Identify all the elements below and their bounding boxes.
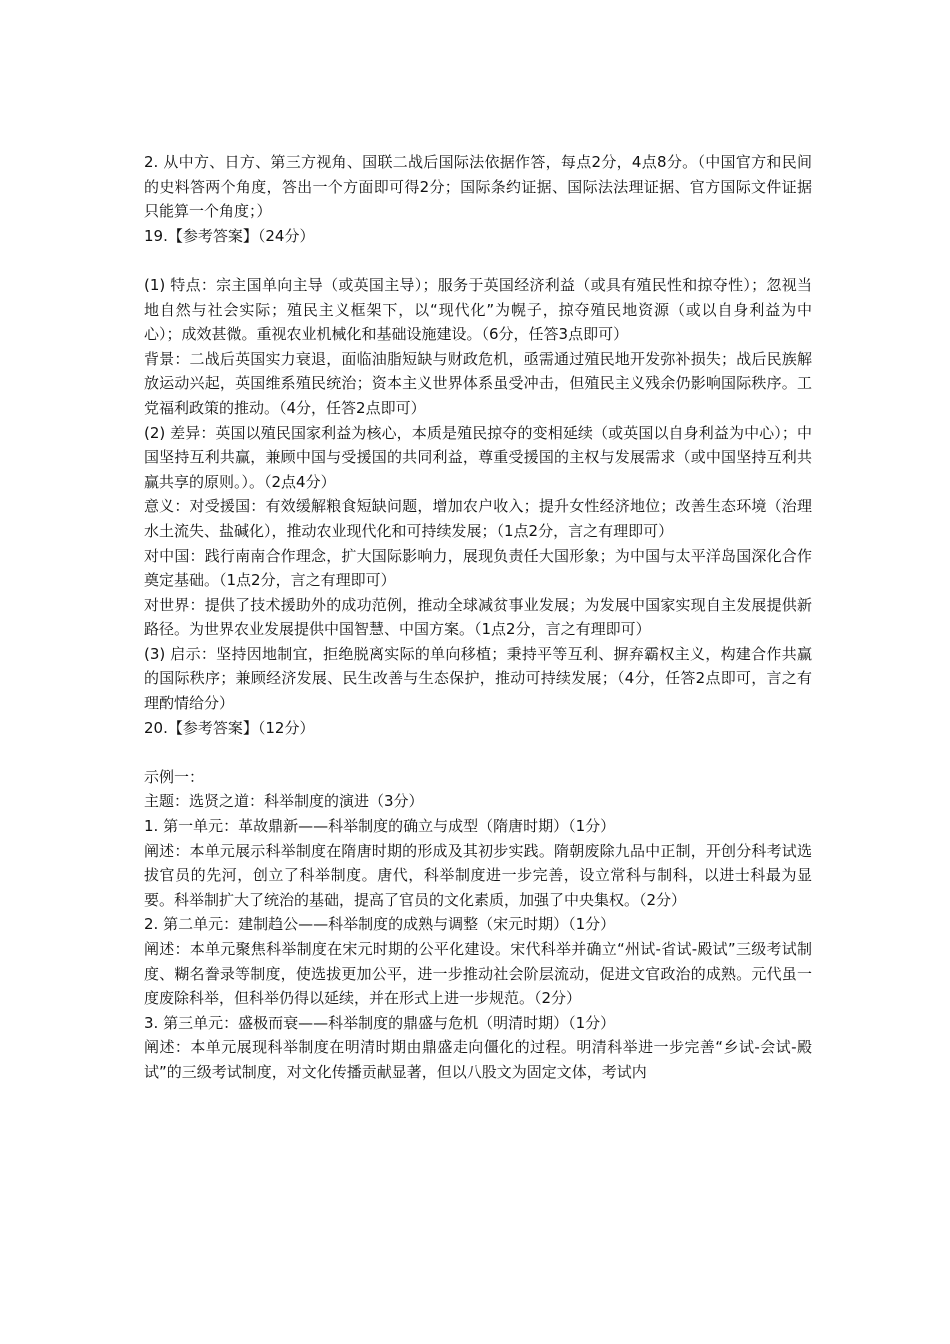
unit-1-description: 阐述：本单元展示科举制度在隋唐时期的形成及其初步实践。隋朝废除九品中正制，开创分科考试选拔官员的先河，创立了科举制度。唐代，科举制度进一步完善，设立常科与制科，以进士科最为显要。科举制扩大了统治的基础，提高了官员的文化素质，加强了中央集权。（2分） [144,841,812,909]
blank-line [144,248,812,273]
theme-line: 主题：选贤之道：科举制度的演进（3分） [144,792,424,811]
unit-2-description: 阐述：本单元聚焦科举制度在宋元时期的公平化建设。宋代科举并确立“州试-省试-殿试”三级考试制度、糊名誊录等制度，使选拔更加公平，进一步推动社会阶层流动，促进文官政治的成熟。元代虽一度废除科举，但科举仍得以延续，并在形式上进一步规范。（2分） [144,940,812,1008]
answer-q19-part1-background: 背景：二战后英国实力衰退，面临油脂短缺与财政危机，亟需通过殖民地开发弥补损失；战后民族解放运动兴起，英国维系殖民统治；资本主义世界体系虽受冲击，但殖民主义残余仍影响国际秩序。工党福利政策的推动。（4分，任答2点即可） [144,349,812,417]
unit-3-description: 阐述：本单元展现科举制度在明清时期由鼎盛走向僵化的过程。明清科举进一步完善“乡试-会试-殿试”的三级考试制度，对文化传播贡献显著，但以八股文为固定文体，考试内 [144,1038,812,1081]
blank-line [144,740,812,765]
answer-q19-part2-significance-china: 对中国：践行南南合作理念，扩大国际影响力，展现负责任大国形象；为中国与太平洋岛国深化合作奠定基础。（1点2分，言之有理即可） [144,546,812,590]
answer-q19-part2-significance-world: 对世界：提供了技术援助外的成功范例，推动全球减贫事业发展；为发展中国家实现自主发展提供新路径。为世界农业发展提供中国智慧、中国方案。（1点2分，言之有理即可） [144,595,812,639]
answer-q18-item2: 2. 从中方、日方、第三方视角、国联二战后国际法依据作答，每点2分，4点8分。（中国官方和民间的史料答两个角度，答出一个方面即可得2分；国际条约证据、国际法法理证据、官方国际文件证据只能算一个角度；） [144,153,812,221]
example-label: 示例一： [144,767,205,786]
answer-key-text [144,150,812,1085]
answer-q19-part2-difference: (2) 差异：英国以殖民国家利益为核心，本质是殖民掠夺的变相延续（或英国以自身利益为中心）；中国坚持互利共赢，兼顾中国与受援国的共同利益，尊重受援国的主权与发展需求（或中国坚持互利共赢共享的原则。）。（2点4分） [144,423,812,491]
answer-q19-part3-insight: (3) 启示：坚持因地制宜，拒绝脱离实际的单向移植；秉持平等互利、摒弃霸权主义，构建合作共赢的国际秩序；兼顾经济发展、民生改善与生态保护，推动可持续发展；（4分，任答2点即可，言之有理酌情给分） [144,644,812,713]
answer-q19-part2-significance-recipient: 意义：对受援国：有效缓解粮食短缺问题，增加农户收入；提升女性经济地位；改善生态环境（治理水土流失、盐碱化），推动农业现代化和可持续发展；（1点2分，言之有理即可） [144,497,812,540]
answer-q20-heading: 20.【参考答案】（12分） [144,718,315,737]
answer-q19-heading: 19.【参考答案】（24分） [144,226,315,245]
unit-1-title: 1. 第一单元：革故鼎新——科举制度的确立与成型（隋唐时期）（1分） [144,817,616,836]
unit-2-title: 2. 第二单元：建制趋公——科举制度的成熟与调整（宋元时期）（1分） [144,915,616,934]
answer-q19-part1-features: (1) 特点：宗主国单向主导（或英国主导）；服务于英国经济利益（或具有殖民性和掠夺性）；忽视当地自然与社会实际；殖民主义框架下，以“现代化”为幌子，掠夺殖民地资源（或以自身利益为中心）；成效甚微。重视农业机械化和基础设施建设。（6分，任答3点即可） [144,275,812,344]
unit-3-title: 3. 第三单元：盛极而衰——科举制度的鼎盛与危机（明清时期）（1分） [144,1013,616,1032]
